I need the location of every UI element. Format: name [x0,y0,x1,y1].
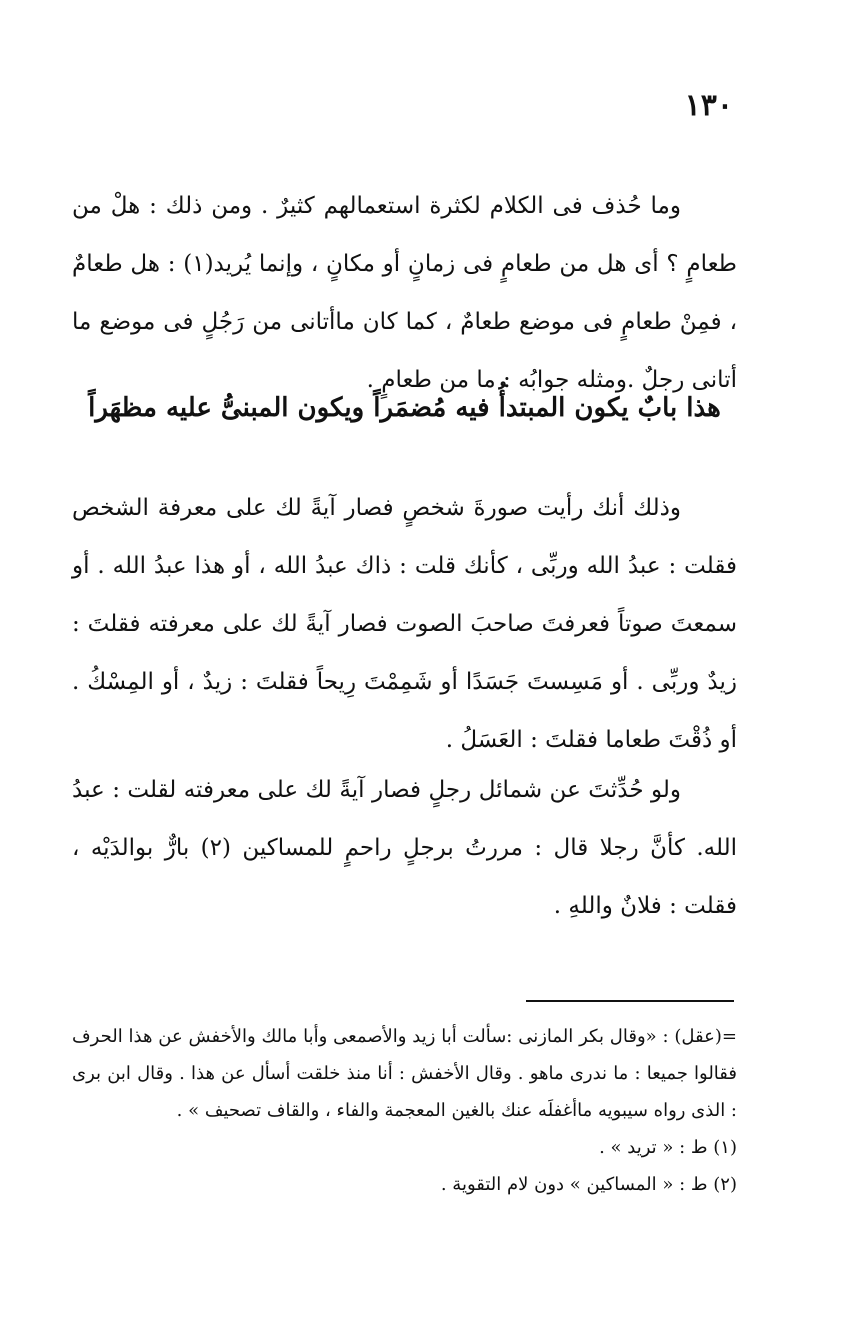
paragraph-1: وما حُذف فى الكلام لكثرة استعمالهم كثيرٌ . ومن ذلك : هلْ من طعامٍ ؟ أى هل من طعامٍ فى زمانٍ أو مكانٍ ، وإنما يُريد(١) : هل طعامٌ ، فمِنْ طعامٍ فى موضع طعامٌ ، كما كان ماأتانى من رَجُلٍ فى موضع ما أتانى رجلٌ .ومثله جوابُه : ما من طعامٍ . [72,193,737,393]
paragraph-2: وذلك أنك رأيت صورةَ شخصٍ فصار آيةً لك على معرفة الشخص فقلت : عبدُ الله وربِّى ، كأنك قلت : ذاك عبدُ الله ، أو هذا عبدُ الله . أو سمعتَ صوتاً فعرفتَ صاحبَ الصوت فصار آيةً لك على معرفته فقلتَ : زيدٌ وربِّى . أو مَسِستَ جَسَدًا أو شَمِمْتَ رِيحاً فقلتَ : زيدٌ ، أو المِسْكُ . أو ذُقْتَ طعاما فقلتَ : العَسَلُ . [72,495,737,753]
footnotes [72,1018,737,1203]
footnote-2: (٢) ط : « المساكين » دون لام التقوية . [440,1174,737,1195]
footnote-separator [526,1000,734,1002]
footnote-continued: =(عقل) : «وقال بكر المازنى :سألت أبا زيد والأصمعى وأبا مالك والأخفش عن هذا الحرف فقالوا جميعا : ما ندرى ماهو . وقال الأخفش : أنا منذ خلقت أسأل عن هذا . وقال ابن برى : الذى رواه سيبويه ماأغفلَه عنك بالغين المعجمة والفاء ، والقاف تصحيف » . [72,1026,737,1121]
chapter-heading: هذا بابٌ يكون المبتدأُ فيه مُضمَراً ويكون المبنىُّ عليه مظهَراً [88,393,721,423]
footnote-1: (١) ط : « تريد » . [599,1137,737,1158]
page-number: ١٣٠ [684,88,733,123]
paragraph-3: ولو حُدِّثتَ عن شمائل رجلٍ فصار آيةً لك على معرفته لقلت : عبدُ الله. كأنَّ رجلا قال : مررتُ برجلٍ راحمٍ للمساكين (٢) بارٌّ بوالدَيْه ، فقلت : فلانٌ واللهِ . [72,777,737,919]
